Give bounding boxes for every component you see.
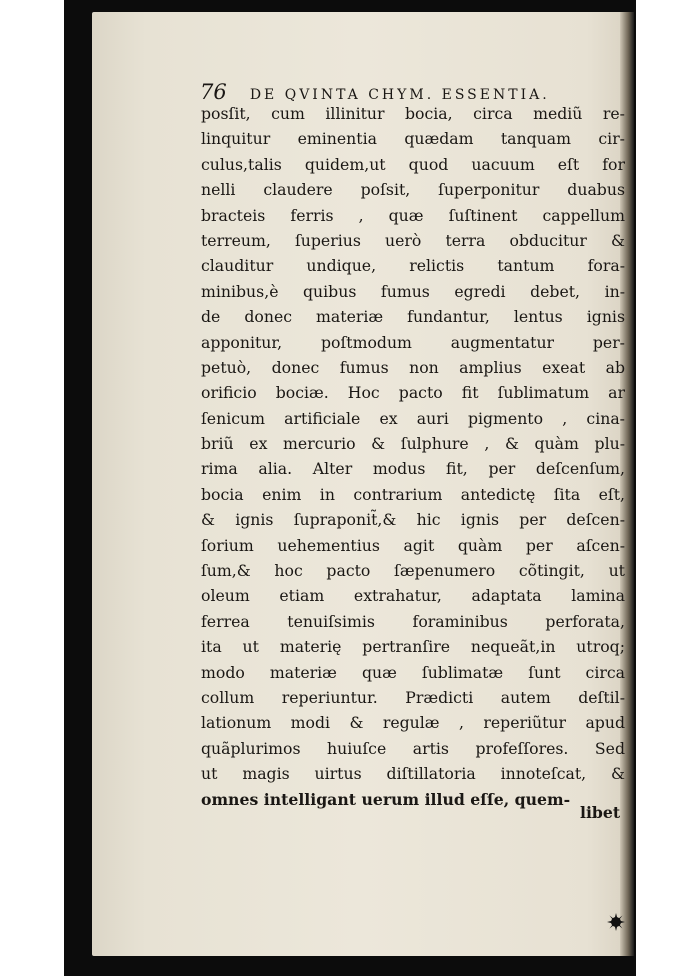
text-line: briũ ex mercurio & ſulphure , & quàm plu- [201,434,625,454]
text-line: de donec materiæ fundantur, lentus ignis [201,307,625,327]
catchword: libet [580,803,621,822]
text-line: bocia enim in contrarium antedictę ſita eſt, [201,484,625,504]
running-head: DE QVINTA CHYM. ESSENTIA. [249,87,550,103]
text-line: ſorium uehementius agit quàm per aſcen- [201,535,625,555]
text-line: apponitur, poſtmodum augmentatur per- [201,332,625,352]
body-text [201,101,625,812]
text-line: lationum modi & regulæ , reperiũtur apud [201,713,625,733]
page-number: 76 [200,80,227,104]
text-line: posſit, cum illinitur bocia, circa mediũ re- [201,104,625,123]
text-line: culus,talis quidem,ut quod uacuum eſt for [201,154,625,174]
text-line: ferrea tenuiſsimis foraminibus perforata, [201,611,625,631]
text-line: terreum, ſuperius uerò terra obducitur & [201,230,625,250]
text-line: linquitur eminentia quædam tanquam cir- [201,129,625,149]
text-line: rima alia. Alter modus fit, per deſcenſum, [201,459,625,479]
text-line: orificio bociæ. Hoc pacto fit ſublimatum ar [201,383,625,403]
text-line: & ignis ſupraponit̃,& hic ignis per deſcen- [201,510,625,530]
text-line: ita ut materię pertranſire nequeãt,in utroq; [201,637,625,657]
text-line: clauditur undique, relictis tantum fora- [201,256,625,276]
text-line: nelli claudere poſsit, ſuperponitur duabus [201,180,625,200]
text-line: bracteis ferris , quæ ſuſtinent cappellum [201,205,625,225]
text-line: petuò, donec fumus non amplius exeat ab [201,357,625,377]
text-line: collum reperiuntur. Prædicti autem deſtil- [201,687,625,707]
text-line: oleum etiam extrahatur, adaptata lamina [201,586,625,606]
text-line: ut magis uirtus diſtillatoria innoteſcat, & [201,764,625,784]
text-line: minibus,è quibus fumus egredi debet, in- [201,281,625,301]
ink-blot-icon [606,912,626,932]
text-line: quãplurimos huiuſce artis profeſſores. Sed [201,738,625,758]
text-line: modo materiæ quæ ſublimatæ ſunt circa [201,662,625,682]
text-line: omnes intelligant uerum illud eſſe, quem- [201,789,571,809]
text-line: ſum,& hoc pacto ſæpenumero cõtingit, ut [201,561,625,581]
text-line: ſenicum artificiale ex auri pigmento , cina- [201,408,625,428]
